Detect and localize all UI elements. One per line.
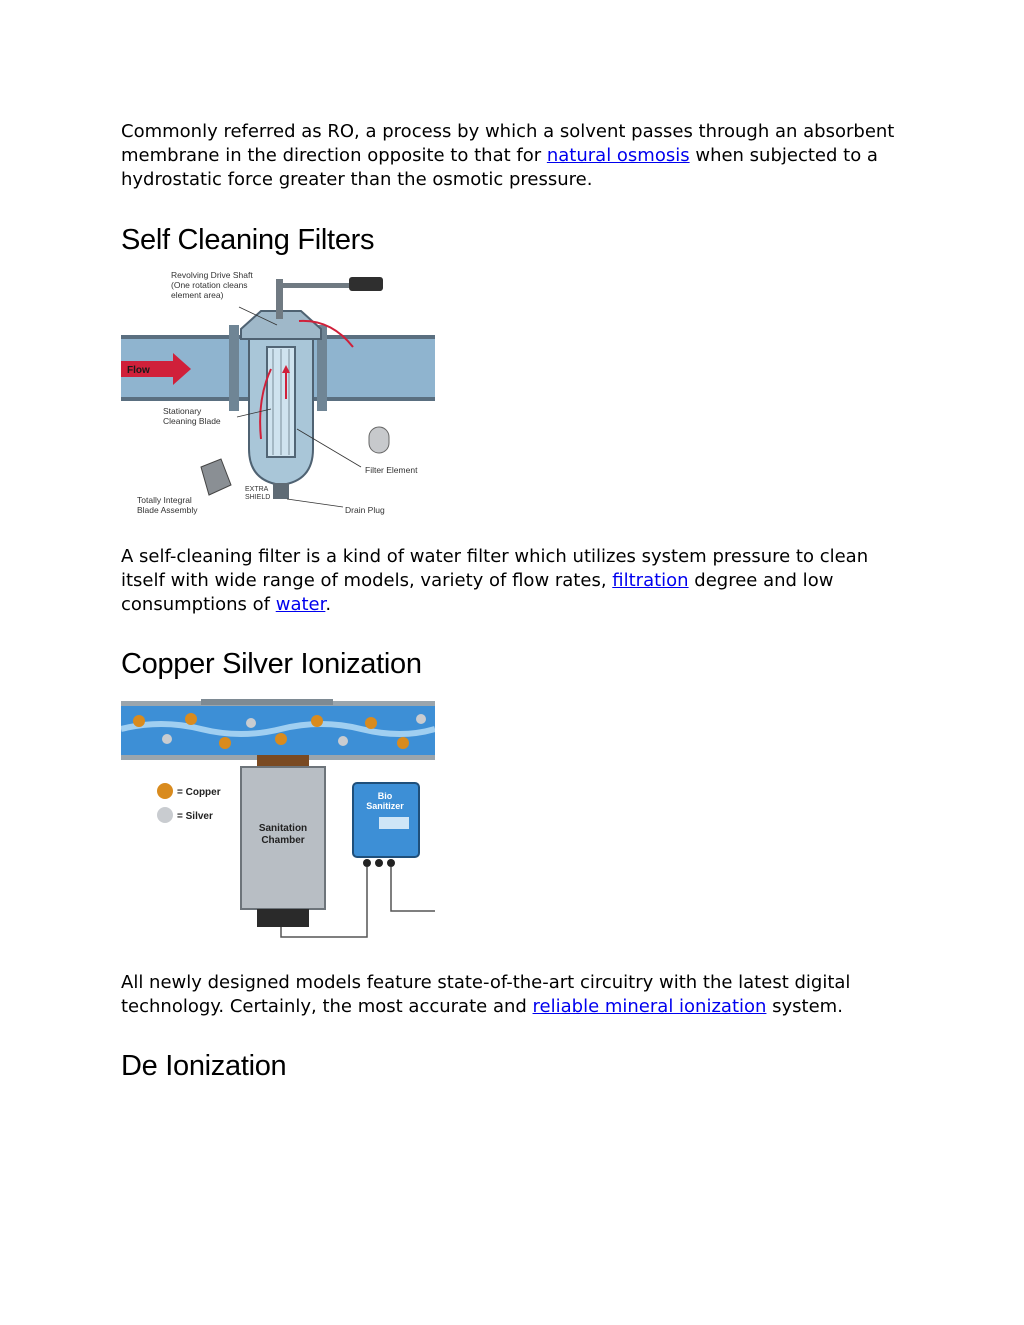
label-shaft-3: element area) bbox=[171, 290, 224, 300]
legend-copper: = Copper bbox=[177, 787, 221, 798]
chamber-label-2: Chamber bbox=[261, 835, 305, 846]
natural-osmosis-link[interactable]: natural osmosis bbox=[546, 145, 690, 166]
device-label-1: Bio bbox=[377, 791, 393, 801]
heading-copper-silver-ionization: Copper Silver Ionization bbox=[121, 648, 422, 680]
intro-text-before: Commonly referred as RO, a process by which a solvent passes through an absorbent membrane in the direction opposite to that for bbox=[121, 121, 895, 166]
label-assembly-2: Blade Assembly bbox=[137, 505, 198, 515]
label-filter-element: Filter Element bbox=[365, 465, 418, 475]
label-shield-1: EXTRA bbox=[245, 486, 269, 493]
water-link[interactable]: water bbox=[275, 594, 326, 615]
intro-paragraph bbox=[121, 120, 896, 192]
label-assembly-1: Totally Integral bbox=[137, 495, 192, 505]
label-shaft-1: Revolving Drive Shaft bbox=[171, 270, 253, 280]
device-label-2: Sanitizer bbox=[366, 801, 404, 811]
self-cleaning-paragraph bbox=[121, 545, 896, 617]
drive-shaft bbox=[276, 279, 283, 319]
self-cleaning-text-after: . bbox=[325, 594, 332, 615]
heading-de-ionization: De Ionization bbox=[121, 1050, 287, 1082]
copper-silver-text-after: system. bbox=[766, 996, 843, 1017]
self-cleaning-text-before: A self-cleaning filter is a kind of water filter which utilizes system pressure to clean itself with wide range of models, variety of flow rates, bbox=[121, 546, 869, 591]
self-cleaning-text-middle: degree and low consumptions of bbox=[121, 570, 834, 615]
copper-silver-ionization-diagram bbox=[121, 699, 435, 947]
label-drain-plug: Drain Plug bbox=[345, 505, 385, 515]
label-blade-2: Cleaning Blade bbox=[163, 416, 221, 426]
reliable-mineral-ionization-link[interactable]: reliable mineral ionization bbox=[532, 996, 767, 1017]
flow-label: Flow bbox=[127, 365, 150, 376]
drain-plug bbox=[273, 483, 289, 499]
copper-legend-swatch bbox=[157, 783, 173, 799]
document-page bbox=[121, 118, 901, 1083]
silver-legend-swatch bbox=[157, 807, 173, 823]
wire-2 bbox=[391, 867, 435, 911]
filtration-link[interactable]: filtration bbox=[612, 570, 689, 591]
self-cleaning-filter-diagram bbox=[121, 269, 435, 521]
label-shaft-2: (One rotation cleans bbox=[171, 280, 248, 290]
label-shield-2: SHIELD bbox=[245, 494, 271, 501]
copper-silver-text-before: All newly designed models feature state-of-the-art circuitry with the latest digital technology. Certainly, the most accurate and bbox=[121, 972, 851, 1017]
legend-silver: = Silver bbox=[177, 811, 213, 822]
blade-assembly-icon bbox=[201, 459, 231, 495]
heading-self-cleaning-filters: Self Cleaning Filters bbox=[121, 224, 375, 256]
chamber-label-1: Sanitation bbox=[258, 823, 308, 834]
shaft-handle bbox=[349, 277, 383, 291]
copper-silver-paragraph bbox=[121, 971, 896, 1019]
label-blade-1: Stationary bbox=[163, 406, 202, 416]
intro-text-after: when subjected to a hydrostatic force greater than the osmotic pressure. bbox=[121, 145, 878, 190]
